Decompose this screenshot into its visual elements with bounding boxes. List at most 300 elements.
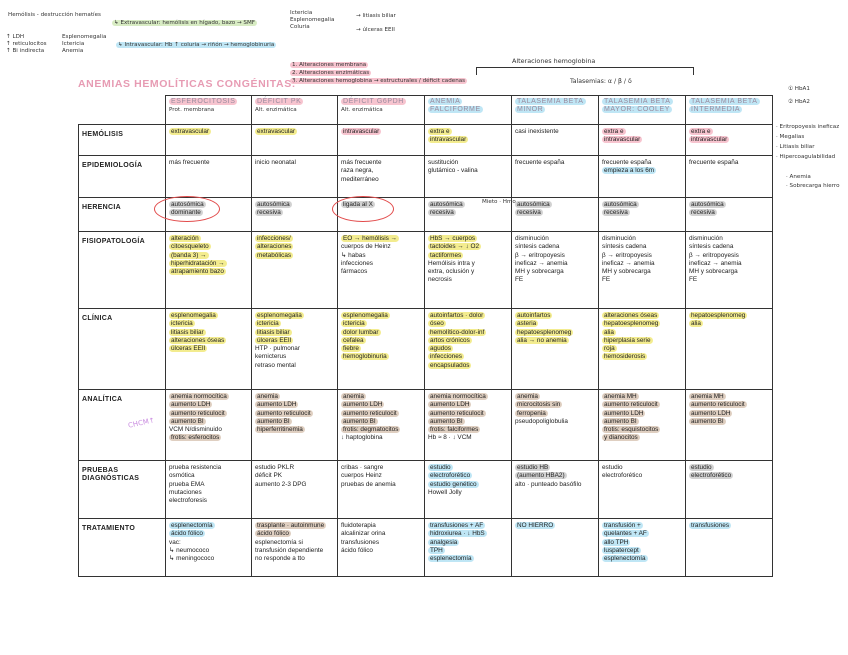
table-row (79, 390, 773, 461)
cell-line: ineficaz → anemia (602, 259, 655, 267)
cell-line: aumento reticulocit (171, 409, 225, 417)
cell-line: MH y sobrecarga (689, 268, 738, 276)
table-cell (512, 156, 599, 198)
cell-line: cefalea (343, 336, 364, 344)
cell-line: inicio neonatal (255, 159, 296, 166)
table-cell (599, 390, 686, 461)
cell-line: dolor lumbar (343, 328, 379, 336)
column-header (425, 96, 512, 125)
table-row (79, 461, 773, 519)
cell-line: estudio PKLR (255, 464, 295, 471)
table-cell (686, 125, 773, 156)
cell-line: aumento reticulocit (343, 409, 397, 417)
cell-line: déficit PK (255, 472, 282, 480)
cell-line: aumento BI (604, 417, 637, 425)
cell-line: aumento reticulocit (604, 401, 658, 409)
table-cell (338, 125, 425, 156)
cell-line: artos crónicos (430, 336, 470, 344)
cell-line: TPH (430, 546, 443, 554)
note-ldh: ↑ LDH (6, 34, 25, 40)
cell-line: alteraciones óseas (171, 336, 225, 344)
cell-line: más frecuente (341, 159, 382, 166)
table-cell (425, 125, 512, 156)
cell-line: estudio (691, 464, 712, 471)
table-cell (512, 390, 599, 461)
cell-line: FE (689, 276, 698, 284)
cell-line: Howell Jolly (428, 488, 462, 496)
cell-line: litiasis biliar (257, 328, 290, 336)
cell-line: aumento BI (257, 417, 290, 425)
column-header (599, 96, 686, 125)
row-header: HEMÓLISIS (79, 125, 166, 156)
cell-line: extra e (604, 128, 624, 135)
column-title: TALASEMIA BETA INTERMEDIA (691, 98, 758, 113)
table-cell (338, 461, 425, 519)
cell-line: HTP · pulmonar (255, 345, 300, 353)
cell-line: extra e (691, 128, 711, 135)
cell-line: aumento reticulocit (430, 409, 484, 417)
cell-line: cuerpos de Heinz (341, 243, 391, 251)
cell-line: recesiva (691, 209, 715, 217)
table-cell (425, 156, 512, 198)
table-cell (338, 519, 425, 577)
cell-line: aumento LDH (604, 409, 644, 417)
cell-line: ácido fólico (171, 530, 203, 538)
cell-line: ictericia (257, 320, 279, 328)
cell-line: β → eritropoyesis (689, 251, 739, 259)
cell-line: estudio (430, 464, 451, 471)
table-cell (425, 390, 512, 461)
cell-line: (banda 3) → (171, 251, 207, 259)
column-title: DÉFICIT G6PDH (343, 98, 404, 105)
cell-line: alteraciones (257, 243, 292, 251)
cell-line: pruebas de anemia (341, 480, 396, 488)
cell-line: estudio HB (517, 464, 549, 471)
cell-line: VCM N/disminuido (169, 426, 222, 434)
cell-line: síntesis cadena (602, 243, 647, 251)
cell-line: infecciones (341, 259, 373, 267)
brace-alteraciones (476, 67, 694, 75)
table-cell (599, 198, 686, 232)
note-coluria-sub: Coluria (290, 24, 310, 30)
note-mid3: Anemia (62, 48, 84, 54)
cell-line: extra e (430, 128, 450, 135)
cell-line: FE (602, 276, 611, 284)
cell-line: esplenectomía (430, 555, 472, 563)
cell-line: úlceras EEII (257, 336, 292, 344)
cell-line: HbS → cuerpos (430, 235, 476, 242)
row-header: CLÍNICA (79, 309, 166, 390)
table-cell (686, 309, 773, 390)
table-cell (166, 519, 252, 577)
cell-line: anemia (517, 393, 538, 400)
anemias-table (78, 95, 773, 577)
table-cell (686, 390, 773, 461)
cell-line: infecciones (430, 353, 462, 361)
cell-line: prueba EMA (169, 480, 205, 488)
cell-line: asteria (517, 320, 537, 328)
cell-line: allo TPH (604, 538, 629, 546)
note-esplenomegalia-sub: Esplenomegalia (290, 17, 335, 23)
cell-line: óseo (430, 320, 444, 328)
table-cell (425, 461, 512, 519)
cell-line: aumento 2-3 DPG (255, 480, 307, 488)
cell-line: Hemólisis intra y (428, 259, 475, 267)
cell-line: y dianocitos (604, 434, 638, 442)
cell-line: anemia (257, 393, 278, 400)
table-corner (79, 96, 166, 125)
column-header (252, 96, 338, 125)
table-cell (686, 232, 773, 309)
cell-line: autoinfartos · dolor (430, 312, 484, 319)
cell-line: microcitosis sin (517, 401, 561, 409)
note-talasemias: Talasemias: α / β / δ (570, 78, 632, 85)
table-cell (425, 309, 512, 390)
note-hba2: ② HbA2 (788, 99, 810, 105)
note-mid2: Ictericia (62, 41, 85, 47)
note-ictericia-sub: Ictericia (290, 10, 313, 16)
cell-line: recesiva (517, 209, 541, 217)
cell-line: aumento BI (343, 417, 376, 425)
cell-line: encapsulados (430, 361, 470, 369)
note-type1: 1. Alteraciones membrana (292, 62, 367, 68)
cell-line: analgesia (430, 538, 458, 546)
cell-line: cuerpos Heinz (341, 472, 382, 480)
cell-line: no responde a tto (255, 555, 305, 563)
table-cell (686, 198, 773, 232)
cell-line: trasplante · autoinmune (257, 522, 325, 529)
cell-line: fiebre (343, 345, 359, 353)
cell-line: transfusiones + AF (430, 522, 484, 529)
table-cell (252, 125, 338, 156)
cell-line: transfusión dependiente (255, 546, 324, 554)
column-subtitle: Alt. enzimática (341, 107, 383, 113)
note-anemia-right: · Anemia (786, 174, 811, 180)
cell-line: aumento BI (171, 417, 204, 425)
cell-line: mutaciones (169, 488, 202, 496)
table-cell (252, 390, 338, 461)
cell-line: frecuente españa (515, 159, 565, 166)
table-cell (338, 309, 425, 390)
cell-line: hiperferritinemia (257, 426, 303, 434)
cell-line: ferropenia (517, 409, 546, 417)
cell-line: kernicterus (255, 353, 287, 361)
cell-line: intravascular (430, 136, 467, 144)
cell-line: aumento BI (430, 417, 463, 425)
column-title: ESFEROCITOSIS (171, 98, 236, 105)
cell-line: transfusiones (341, 538, 380, 546)
cell-line: anemia MH (691, 393, 724, 400)
table-cell (252, 461, 338, 519)
cell-line: alcalinizar orina (341, 530, 386, 538)
table-cell (599, 232, 686, 309)
cell-line: casi inexistente (515, 128, 559, 135)
cell-line: sustitución (428, 159, 459, 166)
table-cell (425, 232, 512, 309)
note-alt-hb: Alteraciones hemoglobina (512, 57, 596, 65)
cell-line: hiperhidratación → (171, 259, 225, 267)
cell-line: hepatoesplenomeg (604, 320, 659, 328)
note-chcm: CHCM↑ (127, 416, 156, 430)
column-header (338, 96, 425, 125)
cell-line: dominante (171, 209, 201, 217)
cell-line: aumento LDH (171, 401, 211, 409)
cell-line: transfusión + (604, 522, 641, 529)
row-header: EPIDEMIOLOGÍA (79, 156, 166, 198)
cell-line: alteración (171, 235, 199, 242)
cell-line: disminución (515, 235, 549, 242)
cell-line: anemia normocítica (171, 393, 227, 400)
cell-line: esplenomegalia (343, 312, 388, 319)
cell-line: frecuente españa (689, 159, 739, 166)
column-title: ANEMIA FALCIFORME (430, 98, 481, 113)
cell-line: esplenomegalia (257, 312, 302, 319)
cell-line: quelantes + AF (604, 530, 647, 538)
cell-line: alto · punteado basófilo (515, 480, 582, 488)
cell-line: alia → no anemia (517, 336, 567, 344)
cell-line: síntesis cadena (515, 243, 560, 251)
circle-g6pdh-herencia (332, 196, 394, 222)
cell-line: extravascular (257, 128, 296, 135)
note-extravascular: ↳ Extravascular: hemólisis en hígado, bazo → SMF (114, 20, 256, 26)
table-cell (338, 156, 425, 198)
table-cell (166, 390, 252, 461)
cell-line: extra, oclusión y (428, 268, 475, 276)
cell-line: ácido fólico (257, 530, 289, 538)
cell-line: β → eritropoyesis (602, 251, 652, 259)
table-cell (338, 390, 425, 461)
cell-line: osmótica (169, 472, 195, 480)
table-cell (599, 519, 686, 577)
circle-esferocitosis-herencia (154, 196, 220, 222)
cell-line: ligada al X (343, 201, 373, 208)
cell-line: electroforético (430, 472, 471, 480)
cell-line: frotis: falciformes (430, 426, 479, 434)
column-subtitle: Prot. membrana (169, 107, 215, 113)
cell-line: esplenectomía (171, 522, 213, 529)
cell-line: tactoides → ↓ O2 (430, 243, 480, 251)
table-cell (512, 519, 599, 577)
cell-line: esplenectomía si (255, 538, 303, 546)
table-cell (686, 519, 773, 577)
cell-line: disminución (689, 235, 723, 242)
column-header (512, 96, 599, 125)
cell-line: fármacos (341, 268, 368, 276)
row-header: PRUEBAS DIAGNÓSTICAS (79, 461, 166, 519)
column-subtitle: Alt. enzimática (255, 107, 297, 113)
row-header: TRATAMIENTO (79, 519, 166, 577)
cell-line: ictericia (343, 320, 365, 328)
cell-line: aumento LDH (430, 401, 470, 409)
cell-line: necrosis (428, 276, 452, 284)
table-cell (166, 461, 252, 519)
cell-line: ↳ habas (341, 251, 366, 259)
table-cell (166, 125, 252, 156)
row-header: FISIOPATOLOGÍA (79, 232, 166, 309)
cell-line: aumento LDH (343, 401, 383, 409)
table-cell (252, 519, 338, 577)
cell-line: β → eritropoyesis (515, 251, 565, 259)
table-cell (512, 309, 599, 390)
note-hipercoag: · Hipercoagulabilidad (776, 154, 836, 160)
cell-line: hemoglobinuria (343, 353, 387, 361)
note-type2: 2. Alteraciones enzimáticas (292, 70, 370, 76)
note-eritropoyesis: · Eritropoyesis ineficaz (776, 124, 840, 130)
cell-line: luspatercept (604, 546, 639, 554)
column-title: DÉFICIT PK (257, 98, 302, 105)
cell-line: cribas · sangre (341, 464, 384, 471)
table-row (79, 125, 773, 156)
cell-line: electroforesis (169, 497, 208, 505)
note-type3: 3. Alteraciones hemoglobina → estructurales / déficit cadenas (292, 78, 466, 84)
cell-line: esplenomegalia (171, 312, 216, 319)
cell-line: hemolítico-dolor-inf (430, 328, 485, 336)
cell-line: MH y sobrecarga (602, 268, 651, 276)
table-cell (252, 232, 338, 309)
cell-line: ineficaz → anemia (515, 259, 568, 267)
column-title: TALASEMIA BETA MAYOR: COOLEY (604, 98, 671, 113)
note-bi: ↑ Bi indirecta (6, 48, 45, 54)
cell-line: aumento LDH (257, 401, 297, 409)
cell-line: ↳ meningococo (169, 555, 215, 563)
column-header (686, 96, 773, 125)
table-cell (686, 461, 773, 519)
table-cell (599, 309, 686, 390)
cell-line: vac: (169, 538, 181, 546)
cell-line: ↓ haptoglobina (341, 434, 383, 442)
cell-line: EO → hemólisis → (343, 235, 397, 242)
cell-line: aumento reticulocit (691, 401, 745, 409)
cell-line: hiperplasia serie (604, 336, 651, 344)
cell-line: infecciones/ (257, 235, 291, 242)
cell-line: frecuente españa (602, 159, 652, 166)
cell-line: anemia (343, 393, 364, 400)
note-litiasis-right: · Litiasis biliar (776, 144, 815, 150)
cell-line: mediterráneo (341, 175, 379, 183)
cell-line: intravascular (691, 136, 728, 144)
cell-line: citoesqueleto (171, 243, 209, 251)
note-reticulocitos: ↑ reticulocitos (6, 41, 47, 47)
cell-line: empieza a los 6m (604, 167, 655, 175)
cell-line: aumento BI (691, 417, 724, 425)
cell-line: tactiformes (430, 251, 462, 259)
cell-line: anemia MH (604, 393, 637, 400)
cell-line: autosómica (171, 201, 204, 208)
cell-line: transfusiones (691, 522, 730, 529)
cell-line: (aumento HBA2) (517, 472, 565, 480)
cell-line: raza negra, (341, 167, 374, 175)
table-row (79, 156, 773, 198)
table-cell (252, 198, 338, 232)
cell-line: glutámico - valina (428, 167, 478, 175)
cell-line: autosómica (691, 201, 724, 208)
note-intravascular: ↳ Intravascular: Hb ↑ coluria → riñón → hemoglobinuria (118, 42, 275, 48)
table-cell (512, 232, 599, 309)
cell-line: frotis: esquistocitos (604, 426, 659, 434)
note-hba1: ① HbA1 (788, 86, 810, 92)
cell-line: hepatoesplenomeg (691, 312, 746, 319)
cell-line: recesiva (604, 209, 628, 217)
cell-line: ↳ neumococo (169, 546, 210, 554)
row-header: ANALÍTICA (79, 390, 166, 461)
cell-line: anemia normocítica (430, 393, 486, 400)
table-row (79, 309, 773, 390)
table-cell (338, 232, 425, 309)
cell-line: prueba resistencia (169, 464, 222, 471)
note-sobrecarga: · Sobrecarga hierro (786, 183, 840, 189)
cell-line: FE (515, 276, 524, 284)
page-title: ANEMIAS HEMOLÍTICAS CONGÉNITAS: (78, 78, 296, 90)
table-cell (599, 461, 686, 519)
cell-line: intravascular (343, 128, 380, 135)
cell-line: autosómica (430, 201, 463, 208)
cell-line: autosómica (604, 201, 637, 208)
cell-line: úlceras EEII (171, 345, 206, 353)
note-mid1: Esplenomegalia (62, 34, 107, 40)
table-cell (166, 232, 252, 309)
cell-line: más frecuente (169, 159, 210, 166)
cell-line: NO HIERRO (517, 522, 554, 529)
table-cell (252, 309, 338, 390)
cell-line: frotis: esferocitos (171, 434, 220, 442)
note-hemolisis: Hemólisis - destrucción hematíes (8, 12, 101, 18)
cell-line: recesiva (257, 209, 281, 217)
cell-line: ineficaz → anemia (689, 259, 742, 267)
cell-line: metabólicas (257, 251, 292, 259)
column-header (166, 96, 252, 125)
cell-line: síntesis cadena (689, 243, 734, 251)
cell-line: estudio genético (430, 480, 477, 488)
cell-line: litiasis biliar (171, 328, 204, 336)
cell-line: esplenectomía (604, 555, 646, 563)
cell-line: roja (604, 345, 615, 353)
column-title: TALASEMIA BETA MINOR (517, 98, 584, 113)
table-cell (252, 156, 338, 198)
cell-line: aumento reticulocit (257, 409, 311, 417)
cell-line: alia (604, 328, 614, 336)
table-cell (686, 156, 773, 198)
table-row (79, 519, 773, 577)
cell-line: extravascular (171, 128, 210, 135)
cell-line: hidroxiurea · ↓ HbS (430, 530, 485, 538)
cell-line: alteraciones óseas (604, 312, 658, 319)
cell-line: frotis: degmatocitos (343, 426, 399, 434)
cell-line: hemosiderosis (604, 353, 646, 361)
cell-line: recesiva (430, 209, 454, 217)
note-megalias: · Megalias (776, 134, 805, 140)
cell-line: estudio (602, 464, 623, 471)
cell-line: electroforético (602, 472, 643, 480)
table-cell (512, 198, 599, 232)
cell-line: aumento LDH (691, 409, 731, 417)
cell-line: MH y sobrecarga (515, 268, 564, 276)
cell-line: fluidoterapia (341, 522, 376, 529)
cell-line: intravascular (604, 136, 641, 144)
table-cell (166, 156, 252, 198)
cell-line: disminución (602, 235, 636, 242)
cell-line: autosómica (517, 201, 550, 208)
cell-line: Hb ≈ 8 · ↓ VCM (428, 434, 472, 442)
note-herencia: Mieto · Hmo (482, 199, 516, 205)
cell-line: hepatoesplenomeg (517, 328, 572, 336)
note-ulceras: → úlceras EEII (356, 27, 395, 33)
cell-line: autoinfartos (517, 312, 551, 319)
cell-line: atrapamiento bazo (171, 268, 224, 276)
cell-line: retraso mental (255, 361, 296, 369)
table-row (79, 232, 773, 309)
cell-line: ácido fólico (341, 546, 373, 554)
cell-line: agudos (430, 345, 451, 353)
